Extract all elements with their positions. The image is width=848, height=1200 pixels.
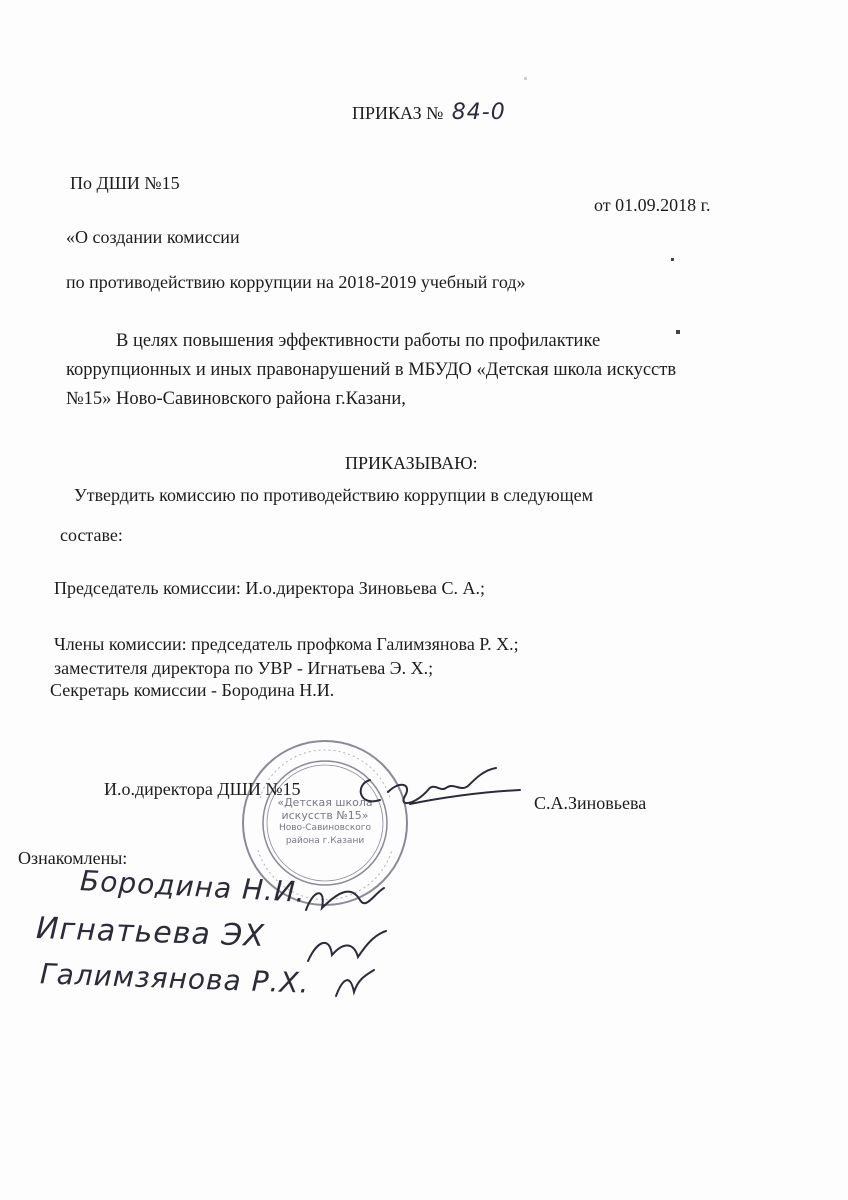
stamp-text-line: «Детская школа xyxy=(277,796,373,809)
signature-name: С.А.Зиновьева xyxy=(534,793,647,813)
members-line-2: заместителя директора по УВР - Игнатьева Э. Х.; xyxy=(54,658,434,678)
initials-signature-icon xyxy=(300,880,390,920)
acquainted-label: Ознакомлены: xyxy=(18,848,128,868)
org-line: По ДШИ №15 xyxy=(70,173,180,193)
signature-label: И.о.директора ДШИ №15 xyxy=(104,779,301,799)
initials-signature-icon xyxy=(330,962,380,1002)
chair-line: Председатель комиссии: И.о.директора Зиновьева С. А.; xyxy=(54,578,485,598)
order-word: ПРИКАЗЫВАЮ: xyxy=(345,453,478,473)
preamble-line: №15» Ново-Савиновского района г.Казани, xyxy=(66,389,406,409)
approve-line-1: Утвердить комиссию по противодействию коррупции в следующем xyxy=(74,485,593,505)
scan-speck xyxy=(524,77,527,80)
subject-line-2: по противодействию коррупции на 2018-2019 учебный год» xyxy=(66,272,526,292)
acquainted-handwritten-1: Бородина Н.И. xyxy=(79,864,307,909)
secretary-line: Секретарь комиссии - Бородина Н.И. xyxy=(50,680,335,700)
scan-speck xyxy=(671,258,674,261)
subject-line-1: «О создании комиссии xyxy=(66,227,240,247)
preamble-paragraph xyxy=(66,327,741,414)
stamp-text-line: района г.Казани xyxy=(285,836,365,846)
preamble-line: коррупционных и иных правонарушений в МБУДО «Детская школа искусств xyxy=(66,360,677,380)
date-line: от 01.09.2018 г. xyxy=(594,195,711,215)
stamp-text-line: Ново-Савиновского xyxy=(278,823,372,833)
order-title xyxy=(352,100,506,125)
order-number-handwritten: 84-0 xyxy=(451,100,506,125)
acquainted-handwritten-2: Игнатьева ЭХ xyxy=(35,911,266,954)
order-title-prefix: ПРИКАЗ № xyxy=(352,103,444,123)
approve-line-2: составе: xyxy=(60,525,123,545)
members-line-1: Члены комиссии: председатель профкома Галимзянова Р. Х.; xyxy=(54,634,519,654)
director-signature-icon xyxy=(350,762,525,817)
stamp-text-line: искусств №15» xyxy=(281,809,369,822)
preamble-line: В целях повышения эффективности работы по профилактике xyxy=(116,331,601,351)
acquainted-handwritten-3: Галимзянова Р.Х. xyxy=(39,957,311,1000)
